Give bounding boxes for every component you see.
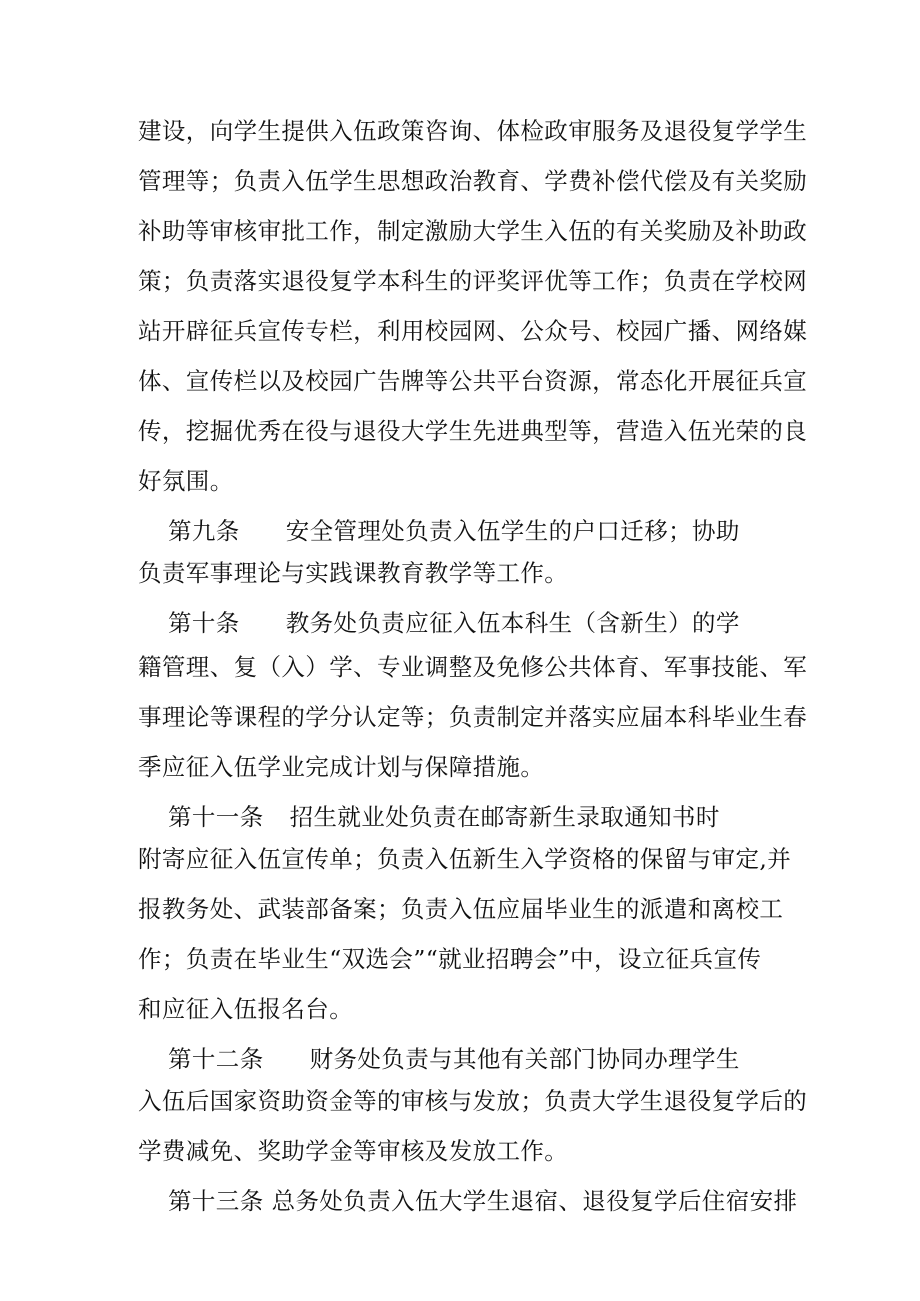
paragraph-line: 体、宣传栏以及校园广告牌等公共平台资源，常态化开展征兵宣 (138, 367, 808, 395)
paragraph-line: 学费减免、奖助学金等审核及发放工作。 (138, 1137, 569, 1165)
article-number: 第十三条 (168, 1187, 264, 1215)
paragraph-line: 站开辟征兵宣传专栏，利用校园网、公众号、校园广播、网络媒 (138, 317, 808, 345)
article-13-first-line (168, 1186, 818, 1216)
paragraph-line: 报教务处、武装部备案；负责入伍应届毕业生的派遣和离校工 (138, 895, 784, 923)
paragraph-line: 入伍后国家资助资金等的审核与发放；负责大学生退役复学后的 (138, 1087, 808, 1115)
paragraph-line: 季应征入伍学业完成计划与保障措施。 (138, 753, 545, 781)
article-number: 第十条 (168, 609, 240, 637)
article-text: 教务处负责应征入伍本科生（含新生）的学 (285, 609, 740, 637)
paragraph-line: 负责军事理论与实践课教育教学等工作。 (138, 559, 569, 587)
paragraph-line: 管理等；负责入伍学生思想政治教育、学费补偿代偿及有关奖励 (138, 167, 808, 195)
article-9-first-line (168, 516, 818, 546)
paragraph-line: 策；负责落实退役复学本科生的评奖评优等工作；负责在学校网 (138, 267, 808, 295)
article-number: 第十二条 (168, 1045, 264, 1073)
article-number: 第十一条 (168, 803, 264, 831)
article-number: 第九条 (168, 517, 240, 545)
paragraph-line: 补助等审核审批工作，制定激励大学生入伍的有关奖励及补助政 (138, 217, 808, 245)
paragraph-line: 事理论等课程的学分认定等；负责制定并落实应届本科毕业生春 (138, 703, 808, 731)
article-text: 财务处负责与其他有关部门协同办理学生 (309, 1045, 740, 1073)
article-12-first-line (168, 1044, 818, 1074)
article-text: 总务处负责入伍大学生退宿、退役复学后住宿安排 (271, 1187, 798, 1215)
paragraph-line: 好氛围。 (138, 467, 234, 495)
article-text: 安全管理处负责入伍学生的户口迁移；协助 (285, 517, 740, 545)
paragraph-line: 建设，向学生提供入伍政策咨询、体检政审服务及退役复学学生 (138, 117, 808, 145)
paragraph-line: 传，挖掘优秀在役与退役大学生先进典型等，营造入伍光荣的良 (138, 417, 808, 445)
paragraph-line: 和应征入伍报名台。 (138, 995, 354, 1023)
paragraph-line: 附寄应征入伍宣传单；负责入伍新生入学资格的保留与审定,并 (138, 845, 792, 873)
paragraph-line: 作；负责在毕业生“双选会”“就业招聘会”中，设立征兵宣传 (138, 945, 762, 973)
article-text: 招生就业处负责在邮寄新生录取通知书时 (289, 803, 720, 831)
article-10-first-line (168, 608, 818, 638)
paragraph-line: 籍管理、复（入）学、专业调整及免修公共体育、军事技能、军 (138, 653, 808, 681)
article-11-first-line (168, 802, 818, 832)
